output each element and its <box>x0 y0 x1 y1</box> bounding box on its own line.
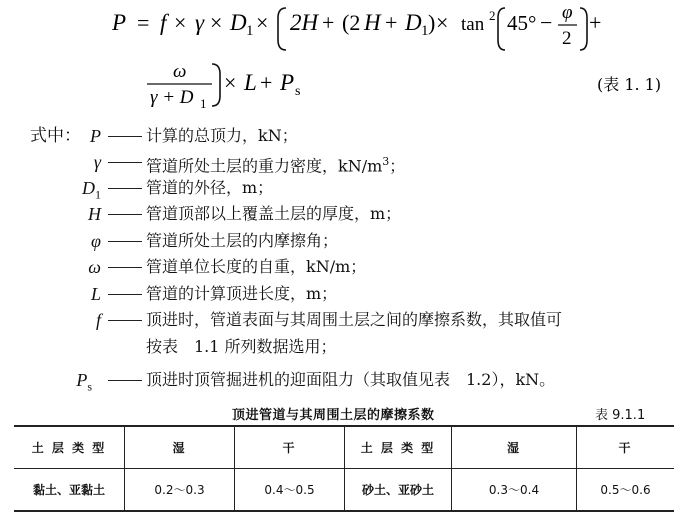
header-dry-2: 干 <box>577 426 675 469</box>
em-dash <box>108 162 142 163</box>
formula-tan: tan <box>461 14 485 35</box>
definition-symbol-main: P <box>76 370 88 390</box>
header-soil-type-1: 土 层 类 型 <box>14 426 125 469</box>
cell-sand-wet: 0.3～0.4 <box>452 469 577 512</box>
cell-sand-dry: 0.5～0.6 <box>577 469 675 512</box>
em-dash <box>108 214 142 215</box>
definition-text: 顶进时，管道表面与其周围土层之间的摩擦系数，其取值可 <box>146 310 563 329</box>
definition-text: 管道所处土层的重力密度，kN/m <box>146 156 383 176</box>
formula-phi: φ <box>562 2 573 23</box>
definition-symbol: L <box>90 284 101 304</box>
header-dry-1: 干 <box>235 426 345 469</box>
table-title: 顶进管道与其周围土层的摩擦系数 <box>232 408 435 423</box>
friction-coefficient-table <box>14 425 674 512</box>
em-dash <box>108 136 142 137</box>
definition-description <box>146 281 337 307</box>
em-dash <box>108 267 142 268</box>
formula-trail-plus: + <box>589 10 602 35</box>
formula-symbol-D: D <box>230 10 247 35</box>
formula-L: L <box>244 70 257 95</box>
header-wet-2: 湿 <box>452 426 577 469</box>
em-dash <box>108 380 142 381</box>
definition-text: 管道所处土层的内摩擦角； <box>146 231 339 250</box>
formula-sub-1: 1 <box>246 23 254 39</box>
formula-Ps: P <box>280 70 295 95</box>
table-header-row <box>14 426 674 469</box>
definition-text: 管道的计算顶进长度，m； <box>146 284 338 303</box>
em-dash <box>108 294 142 295</box>
header-soil-type-2: 土 层 类 型 <box>345 426 452 469</box>
formula-minus: − <box>540 10 553 35</box>
definition-symbol <box>30 367 92 400</box>
formula-bracket2-open <box>498 8 505 50</box>
formula-bracket-close <box>212 64 220 106</box>
definitions-intro: 式中： <box>30 126 81 146</box>
definition-description <box>146 228 338 254</box>
formula-den-sub: 1 <box>200 96 207 111</box>
definition-text: 顶进时顶管掘进机的迎面阻力（其取值见表 1.2），kN。 <box>146 370 556 389</box>
definition-unit-sup: 3 <box>382 155 390 168</box>
definition-text: 管道顶部以上覆盖土层的厚度，m； <box>146 204 402 223</box>
definition-description <box>146 123 298 149</box>
definition-symbol: f <box>95 310 101 330</box>
definition-text: 计算的总顶力，kN； <box>146 126 298 145</box>
formula-equals: = <box>137 10 150 35</box>
definition-description <box>146 307 562 333</box>
formula-plus-2: + <box>385 10 398 35</box>
cell-clay-dry: 0.4～0.5 <box>235 469 345 512</box>
formula-Ps-sub: s <box>295 84 301 99</box>
formula-bracket-open <box>278 8 286 50</box>
table-row <box>14 469 674 512</box>
definition-description <box>146 367 555 393</box>
formula-symbol-gamma: γ <box>195 10 205 35</box>
definition-description <box>146 201 401 227</box>
formula-times-3: × <box>256 10 269 35</box>
definition-symbol: φ <box>91 231 101 251</box>
definition-description <box>146 254 366 280</box>
cell-clay-wet: 0.2～0.3 <box>125 469 235 512</box>
formula-tan-sup: 2 <box>489 8 496 23</box>
formula-symbol-P: P <box>112 10 127 35</box>
em-dash <box>108 241 142 242</box>
formula <box>0 0 687 120</box>
formula-paren-close: ) <box>428 10 436 35</box>
definition-text-end: ； <box>389 156 406 176</box>
formula-symbol-f: f <box>160 10 167 35</box>
formula-two: 2 <box>562 28 572 49</box>
definition-symbol-sub: s <box>87 379 92 394</box>
definition-text: 管道单位长度的自重，kN/m； <box>146 257 367 276</box>
formula-sub-1b: 1 <box>421 23 429 39</box>
definition-symbol: H <box>88 204 101 224</box>
formula-45deg: 45° <box>507 11 537 35</box>
definition-symbol: ω <box>88 257 101 277</box>
formula-times-5: × <box>224 70 237 95</box>
em-dash <box>108 320 142 321</box>
formula-times-4: × <box>436 10 449 35</box>
formula-H: H <box>364 10 381 35</box>
definition-symbol-main: D <box>82 178 95 198</box>
formula-denominator: γ + D <box>150 87 194 108</box>
definition-symbol: P <box>90 126 101 146</box>
formula-bracket2-close <box>580 8 587 50</box>
formula-D-2: D <box>405 10 422 35</box>
formula-omega: ω <box>173 61 187 82</box>
cell-soil-clay: 黏土、亚黏土 <box>14 469 125 512</box>
table-number: 表 9.1.1 <box>595 408 646 423</box>
formula-times-1: × <box>174 10 187 35</box>
formula-times-2: × <box>210 10 223 35</box>
formula-plus-1: + <box>322 10 335 35</box>
definition-description <box>146 175 273 201</box>
definition-symbol-sub: 1 <box>95 187 101 202</box>
definition-text: 管道的外径，m； <box>146 178 274 197</box>
formula-paren-open: (2 <box>342 10 361 35</box>
cell-soil-sand: 砂土、亚砂土 <box>345 469 452 512</box>
definition-symbol: γ <box>93 152 101 172</box>
formula-label: (表 1. 1) <box>597 75 662 94</box>
header-wet-1: 湿 <box>125 426 235 469</box>
em-dash <box>108 188 142 189</box>
definition-continuation-text: 按表 1.1 所列数据选用； <box>146 337 337 356</box>
formula-plus-3: + <box>260 70 273 95</box>
formula-2H: 2H <box>290 10 319 35</box>
